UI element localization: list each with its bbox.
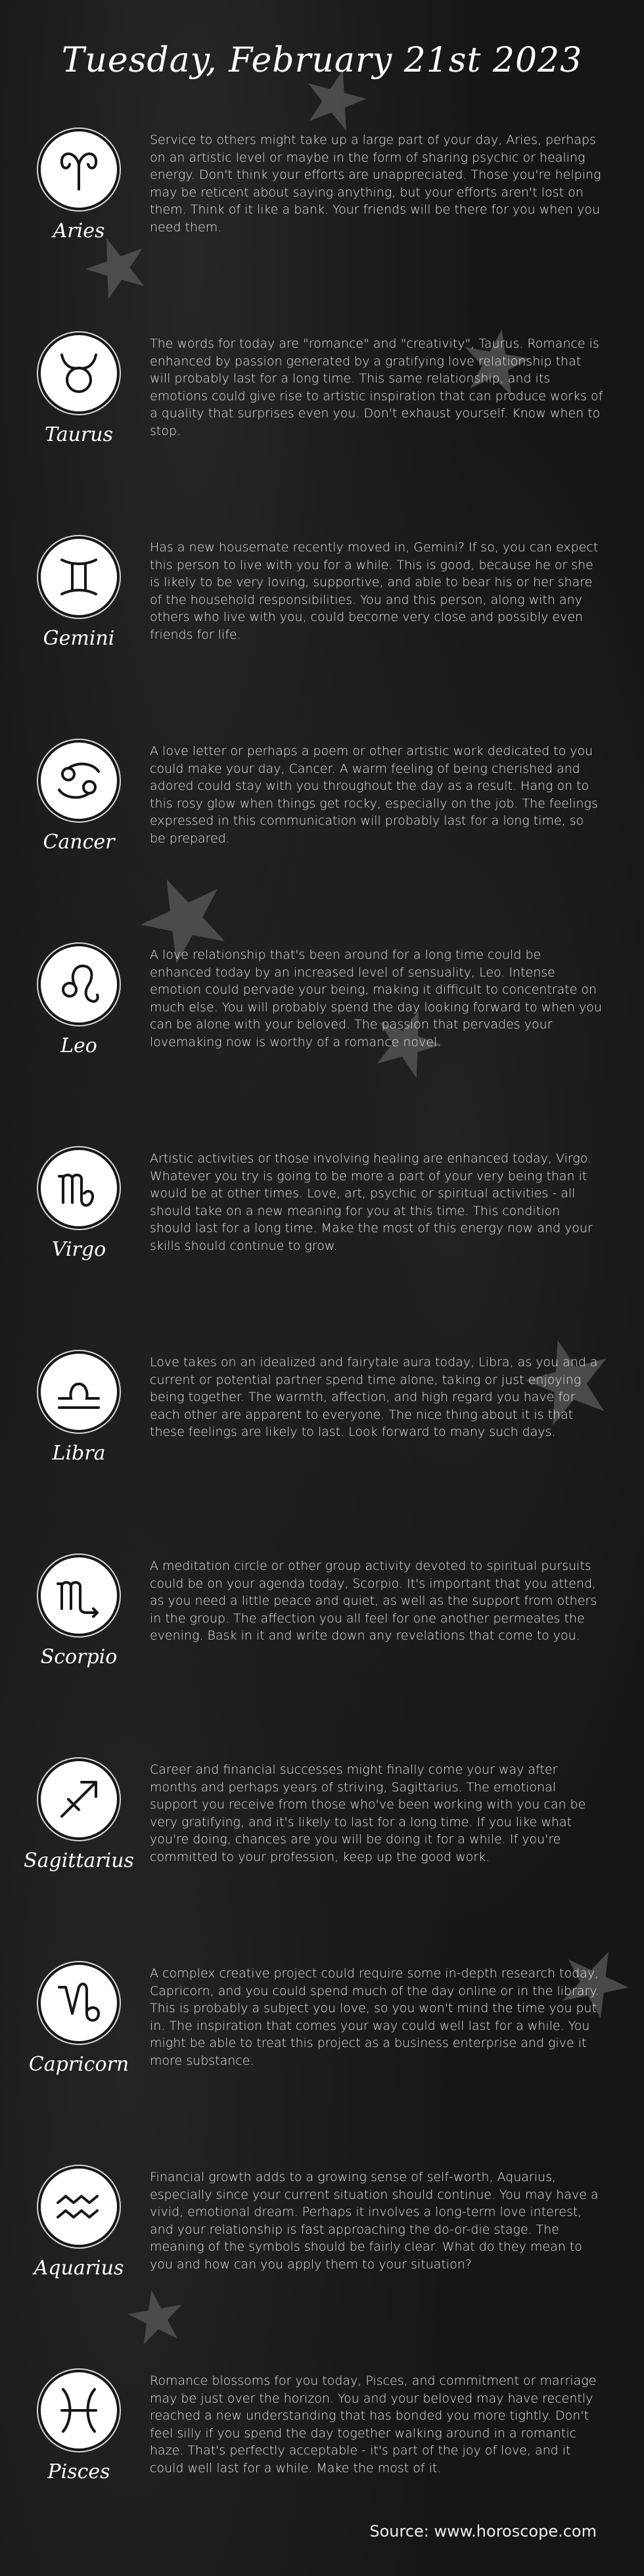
sign-reading: A meditation circle or other group activity devoted to spiritual pursuits could be on your agenda today, Scorpio. It's important that you attend, as you need a little peace and quiet, as well as the support from others in the group. The affection you all feel for one another permeates the evening. Bask in it and write down any revelations that come to you. — [150, 1559, 597, 1643]
sign-reading: A complex creative project could require some in-depth research today, Capricorn, and you could spend much of the day online or in the library. This is probably a subject you love, so you won't mind the time you put in. The inspiration that comes your way could well last for a while. You might be able to treat this project as a business enterprise and give it more substance. — [150, 1966, 599, 2068]
sagittarius-icon — [53, 1773, 105, 1826]
aries-emblem — [41, 131, 117, 208]
virgo-emblem — [41, 1150, 117, 1226]
sign-name: Gemini — [43, 627, 115, 650]
sign-leo — [0, 946, 644, 1143]
sign-cancer — [0, 743, 644, 940]
sign-name: Capricorn — [28, 2053, 129, 2076]
sign-reading: A love letter or perhaps a poem or other artistic work dedicated to you could make your day, Cancer. A warm feeling of being cherished and adored could stay with you throughout the day as a result. Hang on to this rosy glow when things get rocky, especially on the job. The feelings expressed in this communication will probably last for a long time, so be prepared. — [150, 744, 598, 846]
sign-reading: Has a new housemate recently moved in, Gemini? If so, you can expect this person to live with you for a while. This is good, because he or she is likely to be very loving, supportive, and able to bear his or her share of the household responsibilities. You and this person, along with any others who live with you, could become very close and possibly even friends for life. — [150, 540, 599, 642]
sign-name: Taurus — [45, 423, 113, 446]
gemini-emblem — [41, 539, 117, 615]
scorpio-emblem — [41, 1557, 117, 1634]
sagittarius-emblem — [41, 1761, 117, 1837]
sign-reading: Love takes on an idealized and fairytale aura today, Libra, as you and a current or potential partner spend time alone, taking or just enjoying being together. The warmth, affection, and high regard you have for each other are apparent to everyone. The nice thing about it is that these feelings are likely to last. Look forward to many such days. — [150, 1355, 598, 1439]
taurus-emblem — [41, 335, 117, 411]
sign-aries — [0, 131, 644, 329]
sign-name: Aquarius — [34, 2257, 124, 2280]
gemini-icon — [53, 551, 105, 603]
aquarius-icon — [53, 2180, 105, 2233]
page-title: Tuesday, February 21st 2023 — [61, 41, 583, 80]
sign-reading: Career and financial successes might finally come your way after months and perhaps years of striving, Sagittarius. The emotional support you receive from those who've been working with you can be very gratifying, and it's likely to last for a long time. If you like what you're doing, chances are you will be doing it for a while. If you're committed to your profession, keep up the good work. — [150, 1762, 586, 1864]
sign-reading: Romance blossoms for you today, Pisces, and commitment or marriage may be just over the horizon. You and your beloved may have recently reached a new understanding that has bonded you more tightly. Don't feel silly if you spend the day together walking around in a romantic haze. That's perfectly acceptable - it's part of the joy of love, and it could well last for a while. Make the most of it. — [150, 2374, 597, 2475]
sign-aquarius — [0, 2169, 644, 2366]
sign-reading: The words for today are "romance" and "creativity", Taurus. Romance is enhanced by passion generated by a gratifying love relationship that will probably last for a long time. This same relationship, and its emotions could give rise to artistic inspiration that can produce works of a quality that surprises even you. Don't exhaust yourself. Know when to stop. — [150, 336, 603, 438]
libra-icon — [53, 1366, 105, 1418]
sign-reading: Artistic activities or those involving healing are enhanced today, Virgo. Whatever you try is going to be more a part of your very being than it would be at other times. Love, art, psychic or spiritual activities - all should take on a new meaning for you at this time. This condition should last for a long time. Make the most of this energy now and your skills should continue to grow. — [150, 1151, 593, 1253]
capricorn-emblem — [41, 1965, 117, 2041]
scorpio-icon — [53, 1569, 105, 1622]
sign-name: Scorpio — [40, 1645, 118, 1668]
leo-icon — [53, 958, 105, 1011]
cancer-icon — [53, 754, 105, 807]
leo-emblem — [41, 946, 117, 1023]
sign-scorpio — [0, 1557, 644, 1755]
sign-gemini — [0, 539, 644, 736]
aries-icon — [53, 143, 105, 196]
sign-name: Cancer — [43, 831, 115, 854]
sign-name: Pisces — [47, 2460, 110, 2483]
sign-reading: A love relationship that's been around for a long time could be enhanced today by an increased level of sensuality, Leo. Intense emotion could pervade your being, making it difficult to concentrate on much else. You will probably spend the day looking forward to when you can be alone with your beloved. The passion that pervades your lovemaking now is worthy of a romance novel. — [150, 948, 602, 1049]
aquarius-emblem — [41, 2169, 117, 2245]
source-credit: Source: www.horoscope.com — [369, 2522, 597, 2541]
sign-libra — [0, 1354, 644, 1551]
sign-taurus — [0, 335, 644, 532]
virgo-icon — [53, 1162, 105, 1214]
sign-sagittarius — [0, 1761, 644, 1958]
sign-name: Leo — [60, 1034, 97, 1057]
sign-reading: Financial growth adds to a growing sense of self-worth, Aquarius, especially since your current situation should continue. You may have a vivid, emotional dream. Perhaps it involves a long-term love interest, and your relationship is fast approaching the do-or-die stage. The meaning of the symbols should be fairly clear. What do they mean to you and how can you apply them to your situation? — [150, 2170, 599, 2272]
sign-name: Virgo — [51, 1238, 106, 1261]
sign-reading: Service to others might take up a large part of your day, Aries, perhaps on an artistic level or maybe in the form of sharing psychic or healing energy. Don't think your efforts are unappreciated. Those you're helping may be reticent about saying anything, but your efforts aren't lost on them. Think of it like a bank. Your friends will be there for you when you need them. — [150, 133, 601, 235]
sign-name: Aries — [53, 219, 105, 242]
sign-virgo — [0, 1150, 644, 1347]
sign-name: Sagittarius — [24, 1849, 134, 1872]
pisces-icon — [53, 2384, 105, 2437]
pisces-emblem — [41, 2372, 117, 2449]
cancer-emblem — [41, 743, 117, 819]
taurus-icon — [53, 347, 105, 400]
capricorn-icon — [53, 1977, 105, 2029]
sign-capricorn — [0, 1965, 644, 2162]
libra-emblem — [41, 1354, 117, 1430]
sign-name: Libra — [52, 1442, 106, 1465]
